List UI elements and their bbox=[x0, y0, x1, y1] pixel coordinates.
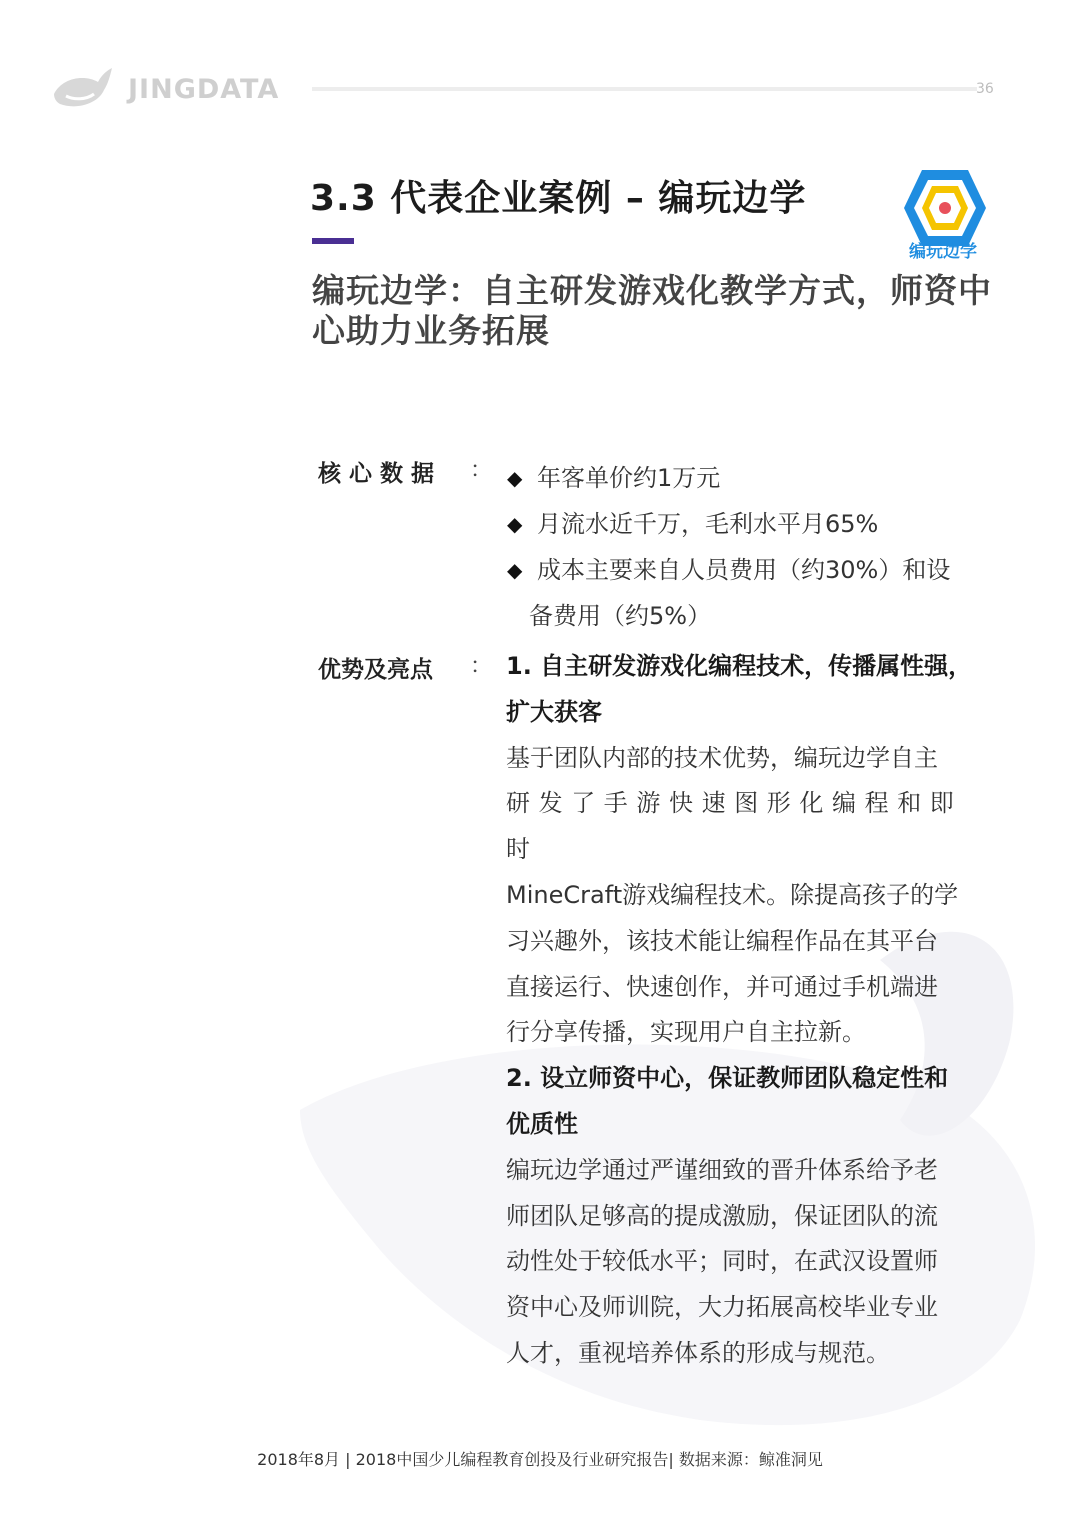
diamond-bullet-icon: ◆ bbox=[507, 512, 523, 536]
logo-text: 编玩边学 bbox=[909, 242, 977, 260]
paragraph-line: 资中心及师训院，大力拓展高校毕业专业 bbox=[506, 1293, 938, 1322]
advantage-heading: 2. 设立师资中心，保证教师团队稳定性和 bbox=[506, 1064, 949, 1093]
footer-source: 2018年8月 | 2018中国少儿编程教育创投及行业研究报告| 数据来源：鲸准洞见 bbox=[257, 1450, 823, 1469]
paragraph-line: 基于团队内部的技术优势，编玩边学自主 bbox=[506, 743, 938, 772]
list-item-continuation: 备费用（约5%） bbox=[529, 602, 712, 630]
header-divider bbox=[312, 87, 977, 91]
whale-icon bbox=[52, 66, 114, 112]
diamond-bullet-icon: ◆ bbox=[507, 466, 523, 490]
paragraph-line: MineCraft游戏编程技术。除提高孩子的学 bbox=[506, 880, 959, 909]
list-item: ◆ 年客单价约1万元 bbox=[507, 455, 987, 501]
advantage-heading: 优质性 bbox=[506, 1109, 578, 1138]
core-data-colon: ： bbox=[470, 458, 493, 483]
list-item: ◆ 月流水近千万，毛利水平月65% bbox=[507, 501, 987, 547]
brand-logo bbox=[52, 66, 279, 112]
title-accent-bar bbox=[312, 238, 354, 244]
company-logo bbox=[898, 166, 988, 260]
diamond-bullet-icon: ◆ bbox=[507, 558, 523, 582]
advantage-heading: 1. 自主研发游戏化编程技术，传播属性强， bbox=[506, 652, 973, 680]
paragraph-line: 编玩边学通过严谨细致的晋升体系给予老 bbox=[506, 1155, 938, 1184]
section-title: 3.3 代表企业案例 – 编玩边学 bbox=[310, 178, 807, 219]
paragraph-line: 习兴趣外，该技术能让编程作品在其平台 bbox=[506, 926, 938, 955]
paragraph-line: 行分享传播，实现用户自主拉新。 bbox=[506, 1018, 866, 1047]
paragraph-line: 研发了手游快速图形化编程和即时 bbox=[506, 789, 963, 864]
core-data-label: 核心数据 bbox=[318, 461, 442, 487]
core-data-list bbox=[507, 455, 987, 639]
advantages-colon: ： bbox=[470, 654, 493, 679]
brand-name: JINGDATA bbox=[128, 73, 280, 105]
paragraph-line: 动性处于较低水平；同时，在武汉设置师 bbox=[506, 1247, 938, 1276]
page-number: 36 bbox=[976, 81, 994, 97]
advantages-content bbox=[506, 644, 992, 1377]
page-subtitle: 编玩边学：自主研发游戏化教学方式，师资中心助力业务拓展 bbox=[312, 271, 992, 350]
paragraph-line: 直接运行、快速创作，并可通过手机端进 bbox=[506, 972, 938, 1001]
paragraph-line: 师团队足够高的提成激励，保证团队的流 bbox=[506, 1201, 938, 1230]
paragraph-line: 人才，重视培养体系的形成与规范。 bbox=[506, 1338, 890, 1367]
list-item: ◆ 成本主要来自人员费用（约30%）和设 bbox=[507, 547, 987, 593]
advantages-label: 优势及亮点 bbox=[318, 657, 433, 683]
advantage-heading: 扩大获客 bbox=[506, 697, 602, 726]
